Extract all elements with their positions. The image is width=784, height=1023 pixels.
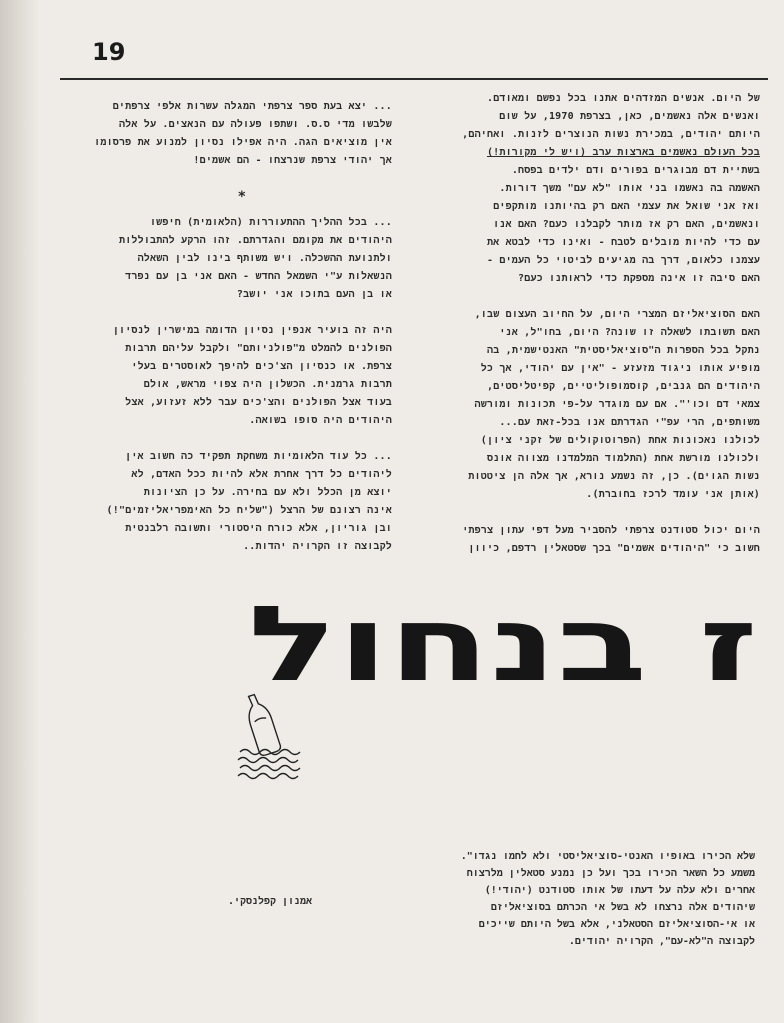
- text-line: ולכולנו מורשת אחת (התלמוד המלמדנו מצווה אונס: [487, 453, 760, 464]
- text-line: הפולנים להמלט מ"פולניותם" ולקבל עליהם תרבות: [125, 343, 392, 354]
- right-column: [440, 90, 760, 576]
- right-para-2: [440, 306, 760, 504]
- text-line-underlined: בכל העולם נאשמים בארצות ערב (ויש לי מקורות!): [486, 147, 760, 158]
- right-para-3: [440, 522, 760, 558]
- text-line: נתקל בכל הספרות ה"סוציאליסטית" האנטישמית, בה: [487, 345, 760, 356]
- text-line: לקבוצה ה"לא-עם", הקרויה יהודים.: [568, 936, 755, 947]
- text-line: צרפת. או כנסיון הצ'כים להיפך לאוסטרים בעלי: [131, 361, 392, 372]
- text-line: שיהודים אלה נרצחו לא בשל אי הכרתם בסוציאליזם: [490, 902, 755, 913]
- bottle-in-waves-icon: [236, 690, 306, 780]
- text-line: ... בכל ההליך ההתעוררות (הלאומית) חיפשו: [149, 217, 392, 228]
- text-line: ליהודים כל דרך אחרת אלא להיות ככל האדם, לא: [131, 469, 392, 480]
- text-line: תרבות גרמנית. הכשלון היה צפוי מראש, אולם: [143, 379, 392, 390]
- text-line: שלבשו מדי ס.ס. ושתפו פעולה עם הנאצים. על אלה: [118, 119, 392, 130]
- section-star: *: [237, 189, 247, 205]
- left-para-1: [92, 98, 392, 170]
- right-para-1: [440, 90, 760, 288]
- text-line: אחרים ולא עלה על דעתו של אותו סטודנט (יהודי!): [484, 885, 755, 896]
- text-line: משמע כל השאר הכירו בכך ועל כן נמנע סטאלין מלרצוח: [466, 868, 755, 879]
- text-line: היהודים את מקומם והגדרתם. זהו הרקע להתבוללות: [119, 235, 392, 246]
- text-line: היה זה בועיר אנפין נסיון הדומה במישרין לנסיון: [112, 325, 392, 336]
- text-line: לכולנו נאכונות אחת (הפרוטוקולים של זקני ציון): [480, 435, 760, 446]
- text-line: צמאי דם וכו'". אם עם מוגדר על-פי תכונות ומורשה: [474, 399, 760, 410]
- text-line: ואנשים אלה נאשמים, כאן, בצרפת 1970, על שום: [499, 111, 760, 122]
- text-line: עצמנו כלאום, דרך בה מגיעים לביטוי כל העמים -: [486, 255, 760, 266]
- text-line: ולתנועת ההשכלה. ויש משותף בינו לבין השאלה: [137, 253, 392, 264]
- text-line: או בן העם בתוכו אני יושב?: [236, 289, 392, 300]
- text-line: חשוב כי "היהודים אשמים" בכך שסטאלין רדפם, כיוון: [468, 543, 760, 554]
- closing-paragraph: [410, 848, 755, 950]
- text-line: ונאשמים, האם רק אז מותר לקבלנו כעם? האם אנו: [493, 219, 760, 230]
- text-line: הנשאלות ע"י השמאל החדש - האם אני בן עם נפרד: [125, 271, 392, 282]
- text-line: מופיע אותו ניגוד מזעזע - "אין עם יהודי, אך כל: [480, 363, 760, 374]
- text-line: יוצא מן הכלל ולא עם בחירה. על כן הציונות: [143, 487, 392, 498]
- text-line: בשתיית דם מבוגרים בפורים ודם ילדים בפסח.: [511, 165, 760, 176]
- text-line: עם כדי להיות מובלים לטבח - ואינו כדי לבטא את: [486, 237, 760, 248]
- text-line: אך יהודי צרפת שנרצחו - הם אשמים!: [193, 155, 392, 166]
- text-line: אין מוציאים הגה. היה אפילו נסיון למנוע את פרסומו: [94, 137, 392, 148]
- text-line: אינה רצונם של הרצל ("שליח כל האימפריאליזמים"!): [106, 505, 392, 516]
- left-para-3: [92, 322, 392, 430]
- text-line: בעוד אצל הפולנים והצ'כים עבר ללא זעזוע, אצל: [125, 397, 392, 408]
- text-line: משותפים, הרי עפ"י הגדרתם אנו בכל-זאת עם...: [499, 417, 760, 428]
- page-number: 19: [92, 38, 126, 66]
- text-line: ... יצא בעת ספר צרפתי המגלה עשרות אלפי צרפתים: [112, 101, 392, 112]
- text-line: האם הסוציאליזם המצרי היום, על החיוב העצום שבו,: [474, 309, 760, 320]
- headline-text: ז בנחול: [248, 588, 758, 698]
- text-line: ובן גוריון, אלא כורח היסטורי ותשובה רלבנטית: [125, 523, 392, 534]
- text-line: היהודים היה סופו בשואה.: [249, 415, 392, 426]
- text-line: ואז אני שואל את עצמי האם רק בהיותנו מותקפים: [493, 201, 760, 212]
- text-line: האשמה בה נאשמו בני אותו "לא עם" משך דורות.: [499, 183, 760, 194]
- left-para-2: [92, 214, 392, 304]
- header-rule: [60, 78, 768, 80]
- text-line: נשות הגוים). כן, זה נשמע נורא, אך אלה הן ציטטות: [468, 471, 760, 482]
- text-line: היותם יהודים, במכירת נשות הנוצרים לזנות. ואחיהם,: [462, 129, 760, 140]
- left-para-4: [92, 448, 392, 556]
- left-column: [92, 98, 392, 574]
- text-line: לקבוצה זו הקרויה יהדות..: [243, 541, 392, 552]
- text-line: ... כל עוד הלאומיות משחקת תפקיד כה חשוב אין: [125, 451, 392, 462]
- headline-title: [240, 588, 760, 698]
- text-line: האם סיבה זו אינה מספקת כדי לראותנו כעם?: [518, 273, 760, 284]
- text-line: האם תשובתו לשאלה זו שונה? היום, בחו"ל, אני: [499, 327, 760, 338]
- page-fold-shadow: [0, 0, 40, 1023]
- text-line: (אותן אני עומד לרכז בחוברת).: [586, 489, 760, 500]
- text-line: של היום. אנשים המזדהים אתנו בכל נפשם ומאודם.: [486, 93, 760, 104]
- author-signature: אמנון קפלנסקי.: [227, 896, 312, 907]
- text-line: שלא הכירו באופיו האנטי-סוציאליסטי ולא לחמו נגדו".: [460, 851, 755, 862]
- text-line: או אי-הסוציאליזם הסטאלני, אלא בשל היותם שייכים: [478, 919, 755, 930]
- text-line: היום יכול סטודנט צרפתי להסביר מעל דפי עתון צרפתי: [462, 525, 760, 536]
- text-line: היהודים הם גנבים, קוסמופוליטיים, קפיטליסטים,: [487, 381, 760, 392]
